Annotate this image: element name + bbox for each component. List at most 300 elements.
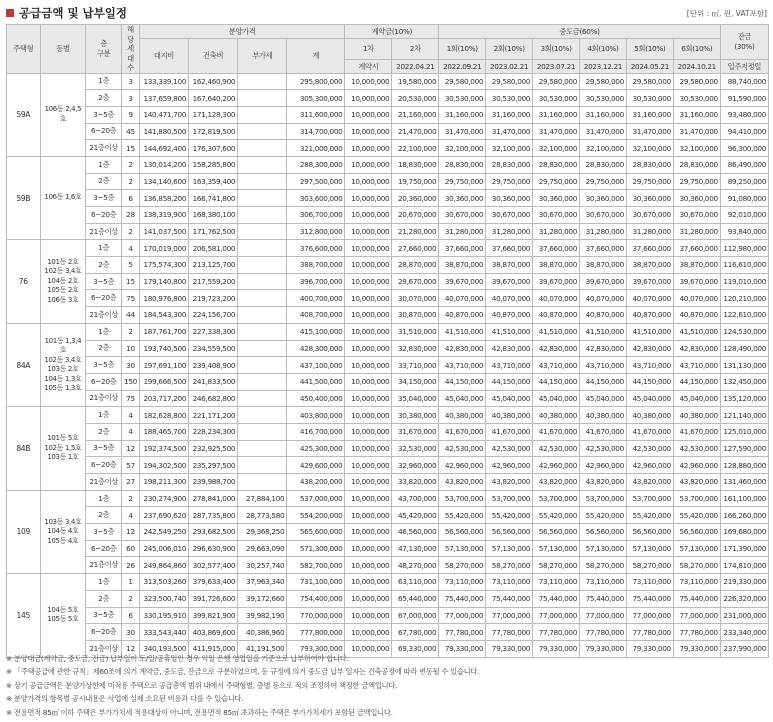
vat-cell xyxy=(238,257,287,274)
vat-cell: 29,368,250 xyxy=(238,524,287,541)
floor-cell: 6~20층 xyxy=(86,457,122,474)
mid-payment-cell: 40,870,000 xyxy=(626,307,673,324)
total-price-cell: 565,600,000 xyxy=(287,524,345,541)
mid-payment-cell: 58,270,000 xyxy=(486,557,533,574)
mid-payment-cell: 45,040,000 xyxy=(626,390,673,407)
land-price-cell: 133,339,100 xyxy=(139,73,188,90)
mid-payment-cell: 42,830,000 xyxy=(626,340,673,357)
vat-cell xyxy=(238,273,287,290)
mid-payment-cell: 53,700,000 xyxy=(486,490,533,507)
table-row xyxy=(7,140,769,157)
total-price-cell: 777,800,000 xyxy=(287,624,345,641)
deposit1-cell: 10,000,000 xyxy=(345,273,392,290)
mid-payment-cell: 28,830,000 xyxy=(486,156,533,173)
vat-cell xyxy=(238,423,287,440)
balance-cell: 237,990,000 xyxy=(720,640,768,657)
mid-payment-cell: 30,670,000 xyxy=(673,207,720,224)
mid-payment-cell: 43,710,000 xyxy=(579,357,626,374)
mid-payment-cell: 32,100,000 xyxy=(579,140,626,157)
mid-payment-cell: 30,530,000 xyxy=(579,90,626,107)
table-row xyxy=(7,207,769,224)
mid-payment-cell: 39,670,000 xyxy=(673,273,720,290)
header-total: 계 xyxy=(287,39,345,74)
note-line: ※ 분양대금(계약금, 중도금, 잔금) 납부일이 토/일/공휴일인 경우 익일 은행 영업일을 기준으로 납부하여야 합니다. xyxy=(6,654,349,663)
mid-payment-cell: 31,280,000 xyxy=(673,223,720,240)
units-cell: 26 xyxy=(122,557,140,574)
total-price-cell: 450,400,000 xyxy=(287,390,345,407)
mid-payment-cell: 42,830,000 xyxy=(439,340,486,357)
table-row xyxy=(7,540,769,557)
mid-payment-cell: 56,560,000 xyxy=(626,524,673,541)
building-price-cell: 158,285,800 xyxy=(189,156,238,173)
price-table-body xyxy=(7,73,769,657)
mid-payment-cell: 57,130,000 xyxy=(486,540,533,557)
mid-payment-cell: 31,280,000 xyxy=(626,223,673,240)
dong-cell: 103동 3,4호 104동 4호 105동 4호 xyxy=(40,490,86,573)
mid-payment-cell: 40,070,000 xyxy=(579,290,626,307)
note-line: ※ 전용면적 85㎡ 이하 주택은 부가가치세 적용대상이 아니며, 전용면적 85㎡ 초과하는 주택은 부가가치세가 포함된 금액입니다. xyxy=(6,707,393,717)
dong-cell: 101동 5호 102동 1,5호 103동 1호 xyxy=(40,407,86,490)
mid-payment-cell: 43,710,000 xyxy=(673,357,720,374)
mid-payment-cell: 30,530,000 xyxy=(486,90,533,107)
table-row xyxy=(7,257,769,274)
deposit2-cell: 19,750,000 xyxy=(392,173,439,190)
mid-payment-cell: 39,670,000 xyxy=(626,273,673,290)
mid-payment-cell: 29,580,000 xyxy=(486,73,533,90)
balance-cell: 91,590,000 xyxy=(720,90,768,107)
total-price-cell: 429,600,000 xyxy=(287,457,345,474)
mid-payment-cell: 40,380,000 xyxy=(533,407,580,424)
table-row xyxy=(7,223,769,240)
vat-cell xyxy=(238,73,287,90)
header-land: 대지비 xyxy=(139,39,188,74)
balance-cell: 171,390,000 xyxy=(720,540,768,557)
mid-payment-cell: 31,160,000 xyxy=(673,106,720,123)
mid-payment-cell: 30,670,000 xyxy=(626,207,673,224)
building-price-cell: 171,762,500 xyxy=(189,223,238,240)
mid-payment-cell: 56,560,000 xyxy=(673,524,720,541)
mid-payment-cell: 75,440,000 xyxy=(673,590,720,607)
building-price-cell: 206,581,000 xyxy=(189,240,238,257)
building-price-cell: 227,338,300 xyxy=(189,323,238,340)
floor-cell: 6~20층 xyxy=(86,290,122,307)
building-price-cell: 296,630,900 xyxy=(189,540,238,557)
table-row xyxy=(7,390,769,407)
balance-cell: 122,610,000 xyxy=(720,307,768,324)
note-line: ※ 분양가격의 항목별 공시내용은 사업에 실제 소요된 비용과 다를 수 있습니다. xyxy=(6,694,244,704)
header-units: 해당 세대 수 xyxy=(122,25,140,74)
total-price-cell: 425,300,000 xyxy=(287,440,345,457)
deposit2-cell: 32,530,000 xyxy=(392,440,439,457)
deposit1-cell: 10,000,000 xyxy=(345,357,392,374)
total-price-cell: 554,200,000 xyxy=(287,507,345,524)
mid-payment-cell: 31,470,000 xyxy=(673,123,720,140)
deposit2-cell: 20,670,000 xyxy=(392,207,439,224)
table-row xyxy=(7,440,769,457)
floor-cell: 1층 xyxy=(86,407,122,424)
dong-cell: 101동 2호 102동 3,4호 104동 2호 105동 2호 106동 3호 xyxy=(40,240,86,323)
balance-cell: 88,740,000 xyxy=(720,73,768,90)
land-price-cell: 198,211,300 xyxy=(139,474,188,491)
balance-cell: 233,340,000 xyxy=(720,624,768,641)
table-row xyxy=(7,373,769,390)
mid-payment-cell: 31,280,000 xyxy=(579,223,626,240)
vat-cell xyxy=(238,474,287,491)
mid-payment-cell: 32,100,000 xyxy=(673,140,720,157)
balance-cell: 169,680,000 xyxy=(720,524,768,541)
floor-cell: 2층 xyxy=(86,173,122,190)
total-price-cell: 537,000,000 xyxy=(287,490,345,507)
total-price-cell: 305,300,000 xyxy=(287,90,345,107)
mid-payment-cell: 32,100,000 xyxy=(439,140,486,157)
header-deposit-group: 계약금(10%) xyxy=(345,25,439,39)
mid-payment-cell: 40,380,000 xyxy=(439,407,486,424)
building-price-cell: 163,359,400 xyxy=(189,173,238,190)
floor-cell: 3~5층 xyxy=(86,190,122,207)
units-cell: 30 xyxy=(122,624,140,641)
units-cell: 2 xyxy=(122,323,140,340)
floor-cell: 21층이상 xyxy=(86,140,122,157)
mid-payment-cell: 77,000,000 xyxy=(579,607,626,624)
total-price-cell: 388,700,000 xyxy=(287,257,345,274)
mid-payment-cell: 42,830,000 xyxy=(533,340,580,357)
header-mid-date-5: 2024.05.21 xyxy=(626,59,673,73)
floor-cell: 1층 xyxy=(86,323,122,340)
land-price-cell: 197,691,100 xyxy=(139,357,188,374)
mid-payment-cell: 43,820,000 xyxy=(579,474,626,491)
mid-payment-cell: 29,580,000 xyxy=(673,73,720,90)
table-row xyxy=(7,590,769,607)
units-cell: 12 xyxy=(122,640,140,657)
mid-payment-cell: 42,530,000 xyxy=(439,440,486,457)
mid-payment-cell: 40,070,000 xyxy=(533,290,580,307)
table-row xyxy=(7,340,769,357)
balance-cell: 121,140,000 xyxy=(720,407,768,424)
floor-cell: 1층 xyxy=(86,240,122,257)
deposit2-cell: 31,510,000 xyxy=(392,323,439,340)
land-price-cell: 188,465,700 xyxy=(139,423,188,440)
deposit2-cell: 67,000,000 xyxy=(392,607,439,624)
building-price-cell: 302,577,400 xyxy=(189,557,238,574)
building-price-cell: 234,559,500 xyxy=(189,340,238,357)
header-mid-date-1: 2022.09.21 xyxy=(439,59,486,73)
table-row xyxy=(7,574,769,591)
building-price-cell: 224,156,700 xyxy=(189,307,238,324)
floor-cell: 3~5층 xyxy=(86,524,122,541)
mid-payment-cell: 56,560,000 xyxy=(579,524,626,541)
units-cell: 9 xyxy=(122,106,140,123)
total-price-cell: 403,800,000 xyxy=(287,407,345,424)
total-price-cell: 295,800,000 xyxy=(287,73,345,90)
land-price-cell: 237,690,620 xyxy=(139,507,188,524)
floor-cell: 3~5층 xyxy=(86,440,122,457)
vat-cell xyxy=(238,340,287,357)
vat-cell xyxy=(238,240,287,257)
building-price-cell: 239,988,700 xyxy=(189,474,238,491)
land-price-cell: 175,574,300 xyxy=(139,257,188,274)
mid-payment-cell: 73,110,000 xyxy=(533,574,580,591)
mid-payment-cell: 42,960,000 xyxy=(533,457,580,474)
deposit2-cell: 35,040,000 xyxy=(392,390,439,407)
mid-payment-cell: 31,160,000 xyxy=(439,106,486,123)
mid-payment-cell: 30,530,000 xyxy=(439,90,486,107)
deposit1-cell: 10,000,000 xyxy=(345,524,392,541)
mid-payment-cell: 75,440,000 xyxy=(579,590,626,607)
floor-cell: 3~5층 xyxy=(86,357,122,374)
vat-cell xyxy=(238,307,287,324)
dong-cell: 106동 1,6호 xyxy=(40,156,86,239)
mid-payment-cell: 38,870,000 xyxy=(533,257,580,274)
floor-cell: 1층 xyxy=(86,574,122,591)
mid-payment-cell: 57,130,000 xyxy=(579,540,626,557)
mid-payment-cell: 29,750,000 xyxy=(579,173,626,190)
mid-payment-cell: 28,830,000 xyxy=(626,156,673,173)
mid-payment-cell: 44,150,000 xyxy=(673,373,720,390)
deposit1-cell: 10,000,000 xyxy=(345,106,392,123)
balance-cell: 119,010,000 xyxy=(720,273,768,290)
mid-payment-cell: 58,270,000 xyxy=(673,557,720,574)
units-cell: 10 xyxy=(122,340,140,357)
floor-cell: 3~5층 xyxy=(86,607,122,624)
units-cell: 27 xyxy=(122,474,140,491)
units-cell: 3 xyxy=(122,73,140,90)
mid-payment-cell: 56,560,000 xyxy=(533,524,580,541)
building-price-cell: 235,297,500 xyxy=(189,457,238,474)
floor-cell: 21층이상 xyxy=(86,640,122,657)
mid-payment-cell: 38,870,000 xyxy=(486,257,533,274)
mid-payment-cell: 73,110,000 xyxy=(626,574,673,591)
mid-payment-cell: 77,000,000 xyxy=(486,607,533,624)
building-price-cell: 246,682,800 xyxy=(189,390,238,407)
mid-payment-cell: 40,380,000 xyxy=(626,407,673,424)
mid-payment-cell: 41,510,000 xyxy=(626,323,673,340)
floor-cell: 2층 xyxy=(86,423,122,440)
balance-cell: 125,010,000 xyxy=(720,423,768,440)
mid-payment-cell: 73,110,000 xyxy=(673,574,720,591)
land-price-cell: 137,659,800 xyxy=(139,90,188,107)
land-price-cell: 333,543,440 xyxy=(139,624,188,641)
mid-payment-cell: 42,960,000 xyxy=(673,457,720,474)
deposit1-cell: 10,000,000 xyxy=(345,507,392,524)
mid-payment-cell: 38,870,000 xyxy=(579,257,626,274)
mid-payment-cell: 31,280,000 xyxy=(439,223,486,240)
mid-payment-cell: 37,660,000 xyxy=(439,240,486,257)
price-table xyxy=(6,24,769,658)
floor-cell: 2층 xyxy=(86,507,122,524)
vat-cell: 39,172,660 xyxy=(238,590,287,607)
mid-payment-cell: 43,710,000 xyxy=(533,357,580,374)
header-floor: 층 구분 xyxy=(86,25,122,74)
total-price-cell: 297,500,000 xyxy=(287,173,345,190)
building-price-cell: 219,723,200 xyxy=(189,290,238,307)
unit-type-cell: 59B xyxy=(7,156,41,239)
mid-payment-cell: 43,820,000 xyxy=(673,474,720,491)
building-price-cell: 287,735,800 xyxy=(189,507,238,524)
mid-payment-cell: 79,330,000 xyxy=(673,640,720,657)
deposit1-cell: 10,000,000 xyxy=(345,640,392,657)
mid-payment-cell: 41,510,000 xyxy=(673,323,720,340)
mid-payment-cell: 44,150,000 xyxy=(626,373,673,390)
mid-payment-cell: 73,110,000 xyxy=(579,574,626,591)
mid-payment-cell: 45,040,000 xyxy=(579,390,626,407)
total-price-cell: 306,700,000 xyxy=(287,207,345,224)
mid-payment-cell: 73,110,000 xyxy=(439,574,486,591)
mid-payment-cell: 55,420,000 xyxy=(673,507,720,524)
mid-payment-cell: 30,530,000 xyxy=(533,90,580,107)
total-price-cell: 582,700,000 xyxy=(287,557,345,574)
mid-payment-cell: 44,150,000 xyxy=(579,373,626,390)
units-cell: 2 xyxy=(122,590,140,607)
header-mid-2: 2회(10%) xyxy=(486,39,533,60)
notes xyxy=(6,652,769,719)
vat-cell xyxy=(238,90,287,107)
mid-payment-cell: 43,710,000 xyxy=(626,357,673,374)
balance-cell: 93,480,000 xyxy=(720,106,768,123)
unit-type-cell: 145 xyxy=(7,574,41,657)
mid-payment-cell: 40,870,000 xyxy=(486,307,533,324)
mid-payment-cell: 40,380,000 xyxy=(579,407,626,424)
land-price-cell: 144,692,400 xyxy=(139,140,188,157)
mid-payment-cell: 41,510,000 xyxy=(579,323,626,340)
floor-cell: 1층 xyxy=(86,73,122,90)
table-row xyxy=(7,474,769,491)
building-price-cell: 171,128,300 xyxy=(189,106,238,123)
deposit2-cell: 69,330,000 xyxy=(392,640,439,657)
mid-payment-cell: 37,660,000 xyxy=(533,240,580,257)
mid-payment-cell: 42,960,000 xyxy=(626,457,673,474)
units-cell: 2 xyxy=(122,156,140,173)
units-cell: 15 xyxy=(122,140,140,157)
floor-cell: 2층 xyxy=(86,590,122,607)
total-price-cell: 441,500,000 xyxy=(287,373,345,390)
unit-type-cell: 84B xyxy=(7,407,41,490)
land-price-cell: 330,195,910 xyxy=(139,607,188,624)
units-cell: 2 xyxy=(122,490,140,507)
land-price-cell: 141,880,500 xyxy=(139,123,188,140)
deposit2-cell: 21,280,000 xyxy=(392,223,439,240)
deposit2-cell: 48,270,000 xyxy=(392,557,439,574)
total-price-cell: 770,000,000 xyxy=(287,607,345,624)
units-cell: 150 xyxy=(122,373,140,390)
table-row xyxy=(7,156,769,173)
building-price-cell: 411,915,000 xyxy=(189,640,238,657)
balance-cell: 166,260,000 xyxy=(720,507,768,524)
mid-payment-cell: 57,130,000 xyxy=(533,540,580,557)
mid-payment-cell: 75,440,000 xyxy=(439,590,486,607)
floor-cell: 21층이상 xyxy=(86,223,122,240)
table-row xyxy=(7,507,769,524)
floor-cell: 6~20층 xyxy=(86,624,122,641)
table-row xyxy=(7,73,769,90)
floor-cell: 6~20층 xyxy=(86,540,122,557)
deposit2-cell: 30,380,000 xyxy=(392,407,439,424)
total-price-cell: 438,200,000 xyxy=(287,474,345,491)
mid-payment-cell: 43,820,000 xyxy=(486,474,533,491)
header-deposit2: 2차 xyxy=(392,39,439,60)
table-row xyxy=(7,240,769,257)
mid-payment-cell: 77,780,000 xyxy=(673,624,720,641)
mid-payment-cell: 40,870,000 xyxy=(579,307,626,324)
header-type: 주택형 xyxy=(7,25,41,74)
land-price-cell: 203,717,200 xyxy=(139,390,188,407)
vat-cell: 41,191,500 xyxy=(238,640,287,657)
deposit1-cell: 10,000,000 xyxy=(345,290,392,307)
header-balance: 잔금 (30%) xyxy=(720,25,768,60)
balance-cell: 128,490,000 xyxy=(720,340,768,357)
mid-payment-cell: 32,100,000 xyxy=(626,140,673,157)
mid-payment-cell: 57,130,000 xyxy=(626,540,673,557)
units-cell: 4 xyxy=(122,507,140,524)
table-row xyxy=(7,607,769,624)
mid-payment-cell: 30,360,000 xyxy=(439,190,486,207)
vat-cell: 30,257,740 xyxy=(238,557,287,574)
units-cell: 75 xyxy=(122,290,140,307)
total-price-cell: 376,600,000 xyxy=(287,240,345,257)
deposit2-cell: 34,150,000 xyxy=(392,373,439,390)
mid-payment-cell: 58,270,000 xyxy=(579,557,626,574)
header-mid-4: 4회(10%) xyxy=(579,39,626,60)
total-price-cell: 288,300,000 xyxy=(287,156,345,173)
units-cell: 4 xyxy=(122,240,140,257)
header-building: 건축비 xyxy=(189,39,238,74)
deposit1-cell: 10,000,000 xyxy=(345,574,392,591)
vat-cell: 29,663,090 xyxy=(238,540,287,557)
mid-payment-cell: 42,960,000 xyxy=(579,457,626,474)
mid-payment-cell: 38,870,000 xyxy=(673,257,720,274)
mid-payment-cell: 30,360,000 xyxy=(579,190,626,207)
mid-payment-cell: 77,000,000 xyxy=(439,607,486,624)
mid-payment-cell: 56,560,000 xyxy=(486,524,533,541)
mid-payment-cell: 42,530,000 xyxy=(486,440,533,457)
mid-payment-cell: 57,130,000 xyxy=(673,540,720,557)
mid-payment-cell: 39,670,000 xyxy=(486,273,533,290)
vat-cell xyxy=(238,106,287,123)
floor-cell: 21층이상 xyxy=(86,390,122,407)
table-row xyxy=(7,307,769,324)
units-cell: 44 xyxy=(122,307,140,324)
floor-cell: 3~5층 xyxy=(86,106,122,123)
mid-payment-cell: 29,580,000 xyxy=(439,73,486,90)
building-price-cell: 228,234,300 xyxy=(189,423,238,440)
mid-payment-cell: 40,870,000 xyxy=(673,307,720,324)
vat-cell xyxy=(238,190,287,207)
balance-cell: 219,330,000 xyxy=(720,574,768,591)
mid-payment-cell: 30,360,000 xyxy=(533,190,580,207)
header-balance-date: 입주지정일 xyxy=(720,59,768,73)
mid-payment-cell: 39,670,000 xyxy=(439,273,486,290)
units-cell: 12 xyxy=(122,524,140,541)
deposit2-cell: 32,960,000 xyxy=(392,457,439,474)
deposit2-cell: 18,830,000 xyxy=(392,156,439,173)
mid-payment-cell: 39,670,000 xyxy=(579,273,626,290)
balance-cell: 231,000,000 xyxy=(720,607,768,624)
mid-payment-cell: 45,040,000 xyxy=(673,390,720,407)
land-price-cell: 313,503,260 xyxy=(139,574,188,591)
mid-payment-cell: 37,660,000 xyxy=(626,240,673,257)
floor-cell: 21층이상 xyxy=(86,474,122,491)
mid-payment-cell: 79,330,000 xyxy=(533,640,580,657)
mid-payment-cell: 30,670,000 xyxy=(533,207,580,224)
mid-payment-cell: 39,670,000 xyxy=(533,273,580,290)
mid-payment-cell: 31,470,000 xyxy=(626,123,673,140)
mid-payment-cell: 31,470,000 xyxy=(486,123,533,140)
deposit2-cell: 33,710,000 xyxy=(392,357,439,374)
land-price-cell: 140,471,700 xyxy=(139,106,188,123)
deposit1-cell: 10,000,000 xyxy=(345,240,392,257)
deposit2-cell: 63,110,000 xyxy=(392,574,439,591)
header-deposit1: 1차 xyxy=(345,39,392,60)
table-row xyxy=(7,273,769,290)
